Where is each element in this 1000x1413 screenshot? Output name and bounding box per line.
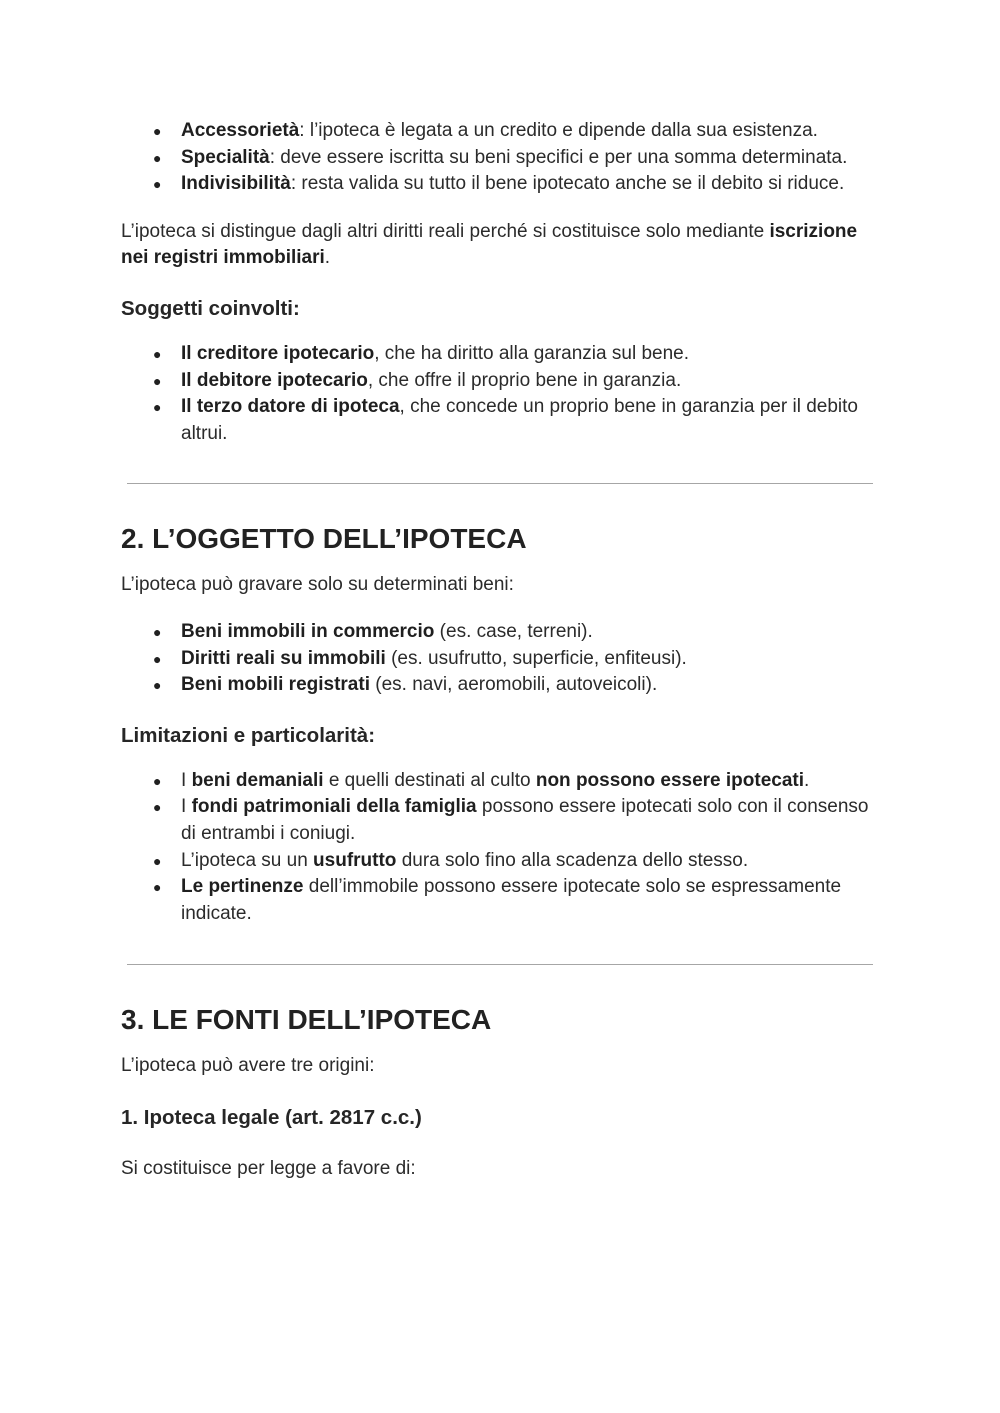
list-item: ● Beni mobili registrati (es. navi, aeromobili, autoveicoli). [121,672,881,699]
horizontal-divider [127,964,873,965]
heading-limitazioni: Limitazioni e particolarità: [121,723,376,747]
section-2-title: 2. L’OGGETTO DELL’IPOTECA [121,523,527,555]
bullet-icon: ● [153,176,162,193]
bullet-icon: ● [153,879,162,896]
section-3-intro: L’ipoteca può avere tre origini: [121,1055,375,1077]
bullet-icon: ● [153,372,162,389]
list-item: ● Accessorietà: l’ipoteca è legata a un credito e dipende dalla sua esistenza. [121,118,881,145]
soggetti-list [121,341,881,447]
list-item: ● Specialità: deve essere iscritta su beni specifici e per una somma determinata. [121,145,881,172]
list-item: ● L’ipoteca su un usufrutto dura solo fino alla scadenza dello stesso. [121,848,881,875]
horizontal-divider [127,483,873,484]
bullet-icon: ● [153,123,162,139]
bullet-icon: ● [153,772,162,789]
list-item: ● Diritti reali su immobili (es. usufrutto, superficie, enfiteusi). [121,646,881,673]
list-item: ● I beni demaniali e quelli destinati al culto non possono essere ipotecati. [121,768,881,795]
paragraph-distingue: L’ipoteca si distingue dagli altri diritti reali perché si costituisce solo mediante iscrizione nei registri immobiliari. [121,220,858,269]
bullet-icon: ● [153,650,162,667]
bullet-icon: ● [153,623,162,640]
list-item: ● Il creditore ipotecario, che ha diritto alla garanzia sul bene. [121,341,881,368]
list-item: ● Beni immobili in commercio (es. case, terreni). [121,619,881,646]
heading-soggetti: Soggetti coinvolti: [121,296,300,320]
bullet-icon: ● [153,399,162,416]
caratteri-list [121,118,881,198]
limitazioni-list [121,768,881,928]
list-item: ● Indivisibilità: resta valida su tutto il bene ipotecato anche se il debito si riduce. [121,171,881,198]
document-content [121,118,881,1182]
bullet-icon: ● [153,852,162,869]
list-item: ● I fondi patrimoniali della famiglia possono essere ipotecati solo con il consenso di entrambi i coniugi. [153,796,869,844]
bullet-icon: ● [153,799,162,816]
heading-ipoteca-legale: 1. Ipoteca legale (art. 2817 c.c.) [121,1105,422,1129]
beni-list [121,619,881,699]
section-2-intro: L’ipoteca può gravare solo su determinati beni: [121,574,514,596]
list-item: ● Il terzo datore di ipoteca, che concede un proprio bene in garanzia per il debito altrui. [153,396,858,444]
list-item: ● Le pertinenze dell’immobile possono essere ipotecate solo se espressamente indicate. [153,876,842,924]
list-item: ● Il debitore ipotecario, che offre il proprio bene in garanzia. [121,368,881,395]
bullet-icon: ● [153,345,162,362]
bullet-icon: ● [153,677,162,694]
bullet-icon: ● [153,149,162,166]
paragraph-legale: Si costituisce per legge a favore di: [121,1157,416,1179]
section-3-title: 3. LE FONTI DELL’IPOTECA [121,1004,492,1036]
